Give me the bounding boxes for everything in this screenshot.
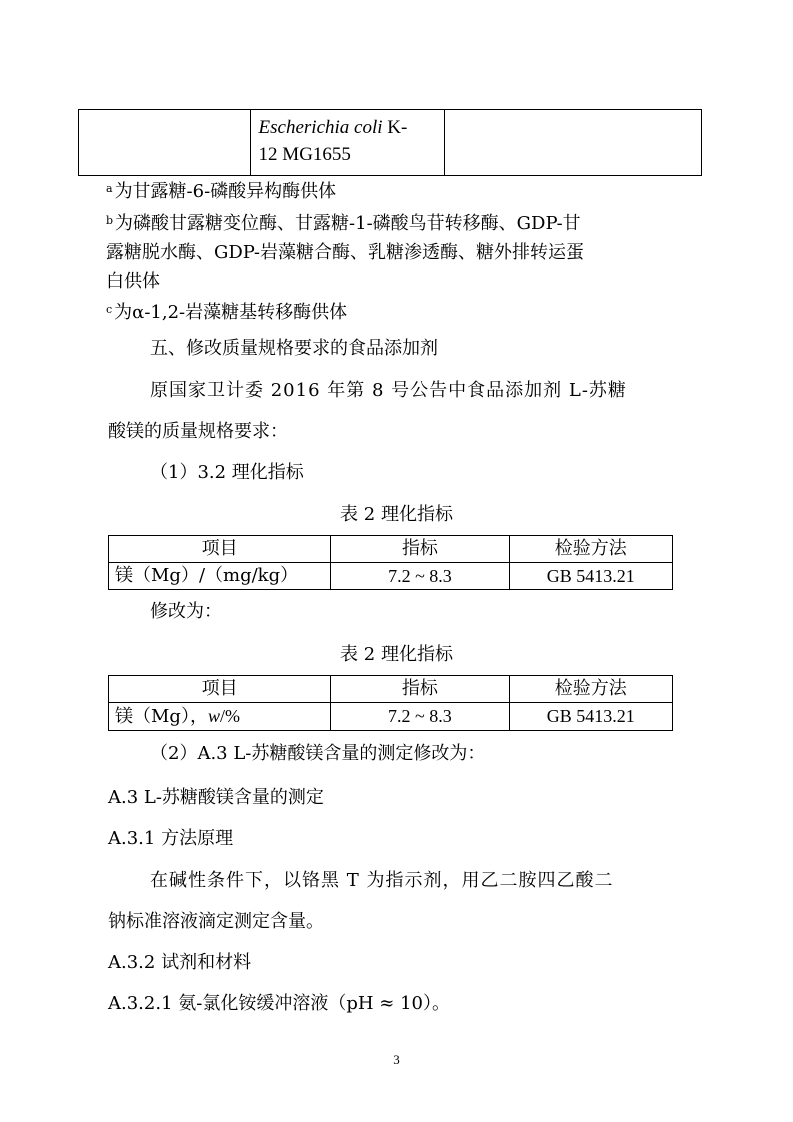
header-item: 项目 <box>109 676 331 703</box>
table-header-row <box>109 676 673 703</box>
footnote-b-line3: 白供体 <box>106 271 160 292</box>
header-spec: 指标 <box>331 676 509 703</box>
a31-line-2: 钠标准溶液滴定测定含量。 <box>108 911 324 932</box>
subsection-2: （2）A.3 L-苏糖酸镁含量的测定修改为： <box>150 743 486 764</box>
cell-spec: 7.2 ~ 8.3 <box>331 563 509 590</box>
table-row <box>79 110 702 176</box>
footnote-b-line2: 露糖脱水酶、GDP-岩藻糖合酶、乳糖渗透酶、糖外排转运蛋 <box>106 242 585 263</box>
species-name: Escherichia coli <box>258 117 383 138</box>
strain-part: 12 MG1655 <box>258 144 351 165</box>
footnote-mark: c <box>106 303 113 316</box>
section-heading: 五、修改质量规格要求的食品添加剂 <box>150 338 438 359</box>
cell-method: GB 5413.21 <box>509 563 672 590</box>
table-cell-strain <box>250 110 445 176</box>
cell-item: 镁（Mg）/（mg/kg） <box>109 563 331 590</box>
footnote-mark: a <box>106 182 113 195</box>
table-caption: 表 2 理化指标 <box>340 644 453 665</box>
a31-line-1: 在碱性条件下，以铬黑 T 为指示剂，用乙二胺四乙酸二 <box>150 870 614 891</box>
footnote-b-line1 <box>106 213 581 235</box>
table-header-row <box>109 536 673 563</box>
table-row <box>109 703 673 731</box>
intro-line-2: 酸镁的质量规格要求： <box>108 421 288 442</box>
section-a32-title: A.3.2 试剂和材料 <box>108 952 252 973</box>
intro-line-1: 原国家卫计委 2016 年第 8 号公告中食品添加剂 L-苏糖 <box>150 380 627 401</box>
footnote-a <box>106 181 336 203</box>
section-a321-title: A.3.2.1 氨-氯化铵缓冲溶液（pH ≈ 10）。 <box>108 993 450 1014</box>
footnote-text: 为磷酸甘露糖变位酶、甘露糖-1-磷酸鸟苷转移酶、GDP-甘 <box>115 213 581 234</box>
footnote-mark: b <box>106 214 114 227</box>
subsection-1: （1）3.2 理化指标 <box>150 462 304 483</box>
header-method: 检验方法 <box>509 536 672 563</box>
table-cell-empty <box>445 110 702 176</box>
footnote-text: 为甘露糖-6-磷酸异构酶供体 <box>114 181 337 202</box>
page-number: 3 <box>393 1052 400 1067</box>
modified-to-label: 修改为： <box>150 601 222 622</box>
header-item: 项目 <box>109 536 331 563</box>
header-method: 检验方法 <box>509 676 673 703</box>
spec-table-modified <box>108 675 673 731</box>
cell-method: GB 5413.21 <box>509 703 673 731</box>
section-a3-title: A.3 L-苏糖酸镁含量的测定 <box>108 787 324 808</box>
table-caption: 表 2 理化指标 <box>340 504 453 525</box>
item-prefix: 镁（Mg）， <box>115 706 208 727</box>
table-cell-empty <box>79 110 251 176</box>
strain-part: K- <box>382 117 408 138</box>
item-unit: /% <box>219 706 240 726</box>
table-row <box>109 563 673 590</box>
footnote-c <box>106 302 347 324</box>
cell-spec: 7.2 ~ 8.3 <box>331 703 509 731</box>
top-table-fragment <box>78 109 702 176</box>
spec-table-original <box>108 535 673 590</box>
item-variable: w <box>207 706 220 726</box>
footnote-text: 为α-1,2-岩藻糖基转移酶供体 <box>114 302 348 323</box>
cell-item <box>109 703 331 731</box>
section-a31-title: A.3.1 方法原理 <box>108 828 234 849</box>
header-spec: 指标 <box>331 536 509 563</box>
